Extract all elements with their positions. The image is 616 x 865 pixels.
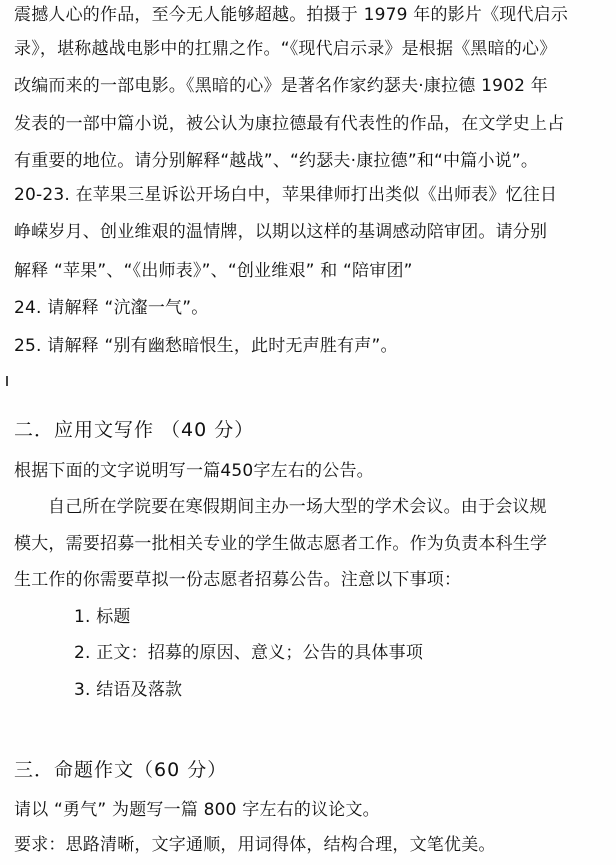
list-item-title: 1. 标题 [74,607,131,627]
text-line: 震撼人心的作品，至今无人能够超越。拍摄于 1979 年的影片《现代启示 [14,5,569,25]
scan-mark [6,376,8,386]
text-line: 发表的一部中篇小说，被公认为康拉德最有代表性的作品，在文学史上占 [14,114,565,134]
section-2-intro: 根据下面的文字说明写一篇450字左右的公告。 [14,461,374,481]
list-item-closing: 3. 结语及落款 [74,680,183,700]
section-3-heading: 三．命题作文（60 分） [14,759,228,781]
question-20-23: 20-23. 在苹果三星诉讼开场白中，苹果律师打出类似《出师表》忆往日 [14,185,558,205]
text-line: 录》，堪称越战电影中的扛鼎之作。“《现代启示录》是根据《黑暗的心》 [14,39,557,59]
text-line: 解释 “苹果”、“《出师表》”、“创业维艰” 和 “陪审团” [14,261,413,281]
text-line: 有重要的地位。请分别解释“越战”、“约瑟夫·康拉德”和“中篇小说”。 [14,151,539,171]
section-2-body-line: 生工作的你需要草拟一份志愿者招募公告。注意以下事项： [14,570,462,590]
section-3-requirements: 要求：思路清晰，文字通顺，用词得体，结构合理，文笔优美。 [14,835,496,855]
section-2-body-line: 自己所在学院要在寒假期间主办一场大型的学术会议。由于会议规 [48,497,547,517]
section-2-body-line: 模大，需要招募一批相关专业的学生做志愿者工作。作为负责本科生学 [14,534,548,554]
text-line: 峥嵘岁月、创业维艰的温情牌，以期以这样的基调感动陪审团。请分别 [14,222,548,242]
text-line: 改编而来的一部电影。《黑暗的心》是著名作家约瑟夫·康拉德 1902 年 [14,76,548,96]
section-3-prompt: 请以 “勇气” 为题写一篇 800 字左右的议论文。 [14,800,380,820]
section-2-heading: 二．应用文写作 （40 分） [14,419,255,441]
list-item-body: 2. 正文：招募的原因、意义；公告的具体事项 [74,643,424,663]
question-25: 25. 请解释 “别有幽愁暗恨生，此时无声胜有声”。 [14,336,398,356]
question-24: 24. 请解释 “沆瀣一气”。 [14,298,209,318]
